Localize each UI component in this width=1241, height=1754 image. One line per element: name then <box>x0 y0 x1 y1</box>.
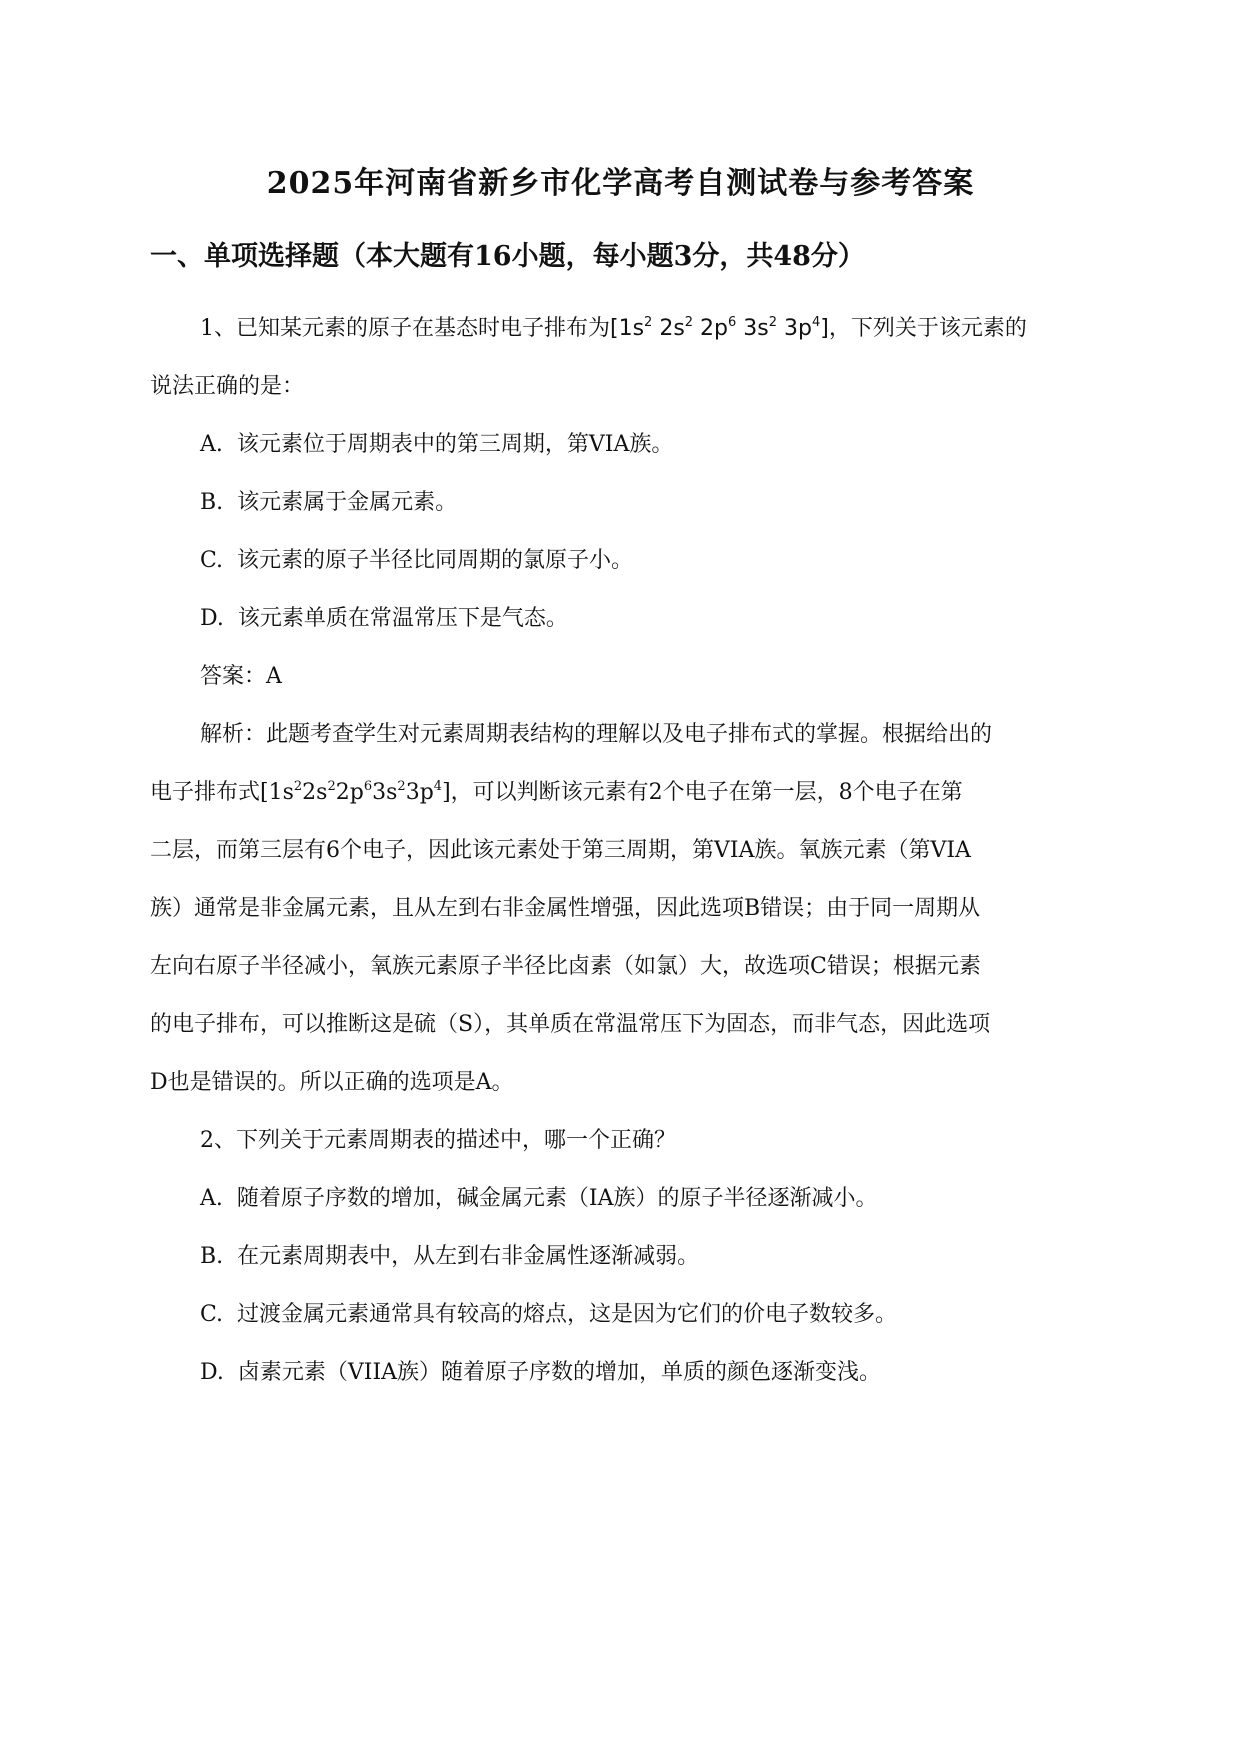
option-letter: D. <box>200 606 224 631</box>
q2-option-d <box>200 1358 881 1388</box>
q1-analysis-line4: 族）通常是非金属元素，且从左到右非金属性增强，因此选项B错误；由于同一周期从 <box>150 896 981 921</box>
q1-stem-suffix: ，下列关于该元素的 <box>828 316 1027 341</box>
option-letter: A. <box>200 1186 223 1211</box>
q1-option-d <box>200 604 568 634</box>
config-sup: 2 <box>397 779 406 794</box>
q2-option-a <box>200 1184 877 1214</box>
option-text: 该元素单质在常温常压下是气态。 <box>237 606 568 631</box>
option-letter: A. <box>200 432 223 457</box>
config-part: [1s <box>260 780 294 805</box>
config-part: [1s <box>610 316 645 341</box>
config-part: ] <box>442 780 451 805</box>
analysis-suffix: ，可以判断该元素有2个电子在第一层，8个电子在第 <box>450 780 963 805</box>
q2-stem: 2、下列关于元素周期表的描述中，哪一个正确？ <box>200 1128 676 1153</box>
analysis-prefix: 电子排布式 <box>150 780 261 805</box>
q1-analysis-line5: 左向右原子半径减小，氧族元素原子半径比卤素（如氯）大，故选项C错误；根据元素 <box>150 954 981 979</box>
config-sup: 2 <box>327 779 336 794</box>
document-title: 2025年河南省新乡市化学高考自测试卷与参考答案 <box>266 166 975 201</box>
q1-answer: 答案：A <box>200 664 282 689</box>
q1-option-b <box>200 488 457 518</box>
q1-analysis-line1: 解析：此题考查学生对元素周期表结构的理解以及电子排布式的掌握。根据给出的 <box>200 722 993 747</box>
config-sup: 4 <box>812 315 821 330</box>
option-letter: C. <box>200 1302 224 1327</box>
analysis-electron-config <box>260 780 451 805</box>
option-text: 在元素周期表中，从左到右非金属性逐渐减弱。 <box>237 1244 700 1269</box>
config-part: 2p <box>335 780 364 805</box>
option-text: 该元素位于周期表中的第三周期，第VIA族。 <box>236 432 674 457</box>
config-sup: 2 <box>684 315 694 330</box>
q1-stem-prefix: 1、已知某元素的原子在基态时电子排布为 <box>200 316 610 341</box>
config-part: 3s <box>736 316 769 341</box>
q1-stem-line1 <box>200 314 1027 344</box>
q1-analysis-line6: 的电子排布，可以推断这是硫（S），其单质在常温常压下为固态，而非气态，因此选项 <box>150 1012 991 1037</box>
option-letter: B. <box>200 490 224 515</box>
config-part: ] <box>820 316 829 341</box>
option-text: 该元素的原子半径比同周期的氯原子小。 <box>237 548 634 573</box>
option-letter: D. <box>200 1360 224 1385</box>
q1-stem-line2: 说法正确的是： <box>150 374 305 399</box>
config-part: 2s <box>652 316 685 341</box>
option-letter: B. <box>200 1244 224 1269</box>
config-sup: 6 <box>363 779 373 794</box>
config-sup: 2 <box>293 779 303 794</box>
config-sup: 6 <box>728 315 737 330</box>
q2-option-b <box>200 1242 699 1272</box>
config-part: 3p <box>405 780 434 805</box>
config-part: 3p <box>777 316 813 341</box>
q1-analysis-line7: D也是错误的。所以正确的选项是A。 <box>150 1070 514 1095</box>
q1-analysis-line2 <box>150 778 963 808</box>
q1-analysis-line3: 二层，而第三层有6个电子，因此该元素处于第三周期，第VIA族。氧族元素（第VIA <box>150 838 971 863</box>
config-part: 3s <box>372 780 398 805</box>
section-heading: 一、单项选择题（本大题有16小题，每小题3分，共48分） <box>150 241 865 272</box>
q2-option-c <box>200 1300 897 1330</box>
q1-option-c <box>200 546 633 576</box>
option-text: 随着原子序数的增加，碱金属元素（IA族）的原子半径逐渐减小。 <box>236 1186 878 1211</box>
config-sup: 4 <box>433 779 443 794</box>
option-text: 该元素属于金属元素。 <box>237 490 458 515</box>
q1-option-a <box>200 430 673 460</box>
config-part: 2p <box>693 316 729 341</box>
config-part: 2s <box>302 780 328 805</box>
config-sup: 2 <box>768 315 778 330</box>
option-letter: C. <box>200 548 224 573</box>
config-sup: 2 <box>644 315 653 330</box>
option-text: 卤素元素（VIIA族）随着原子序数的增加，单质的颜色逐渐变浅。 <box>237 1360 882 1385</box>
option-text: 过渡金属元素通常具有较高的熔点，这是因为它们的价电子数较多。 <box>237 1302 898 1327</box>
q1-electron-config <box>610 316 829 341</box>
